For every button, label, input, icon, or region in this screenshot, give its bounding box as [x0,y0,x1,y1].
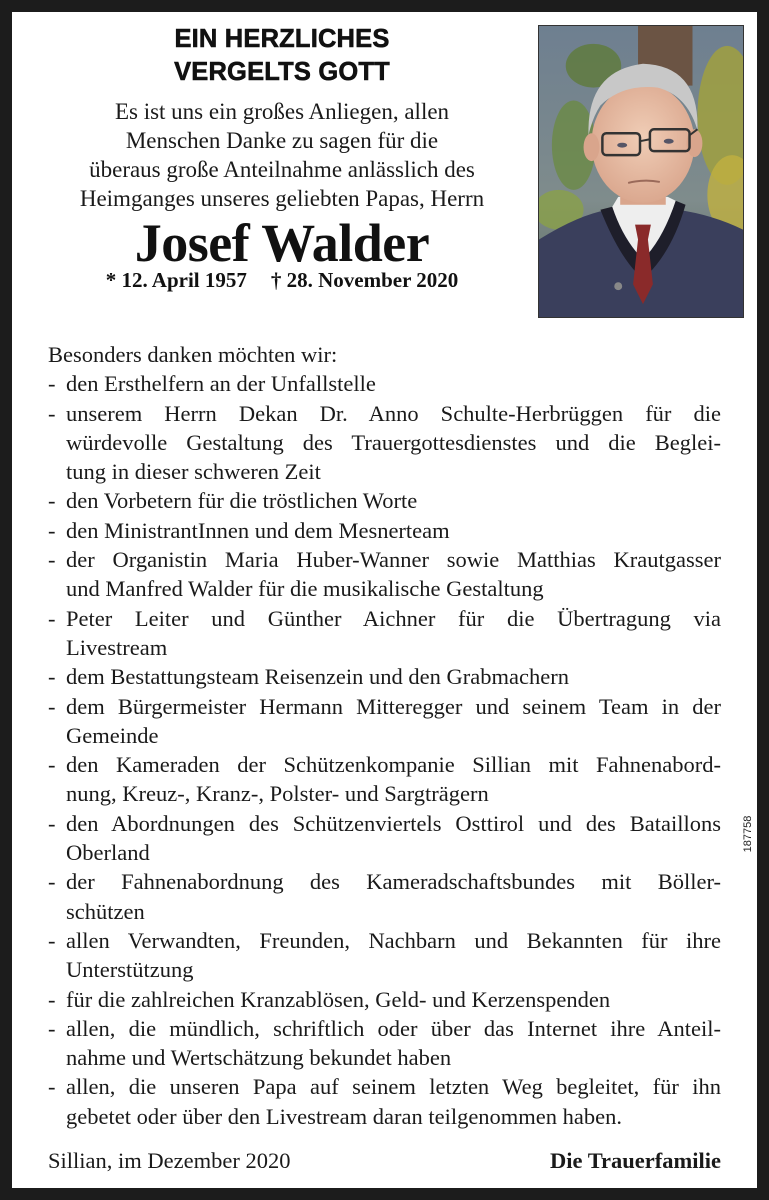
item-line: den Vorbetern für die tröstlichen Worte [66,488,418,514]
portrait-photo [538,25,744,318]
item-line: und Manfred Walder für die musikalische Gestaltung [66,576,544,602]
item-line: allen Verwandten, Freunden, Nachbarn und Bekannten für ihre [66,927,721,953]
bullet-dash: - [48,400,56,426]
life-dates [32,268,532,292]
list-item [48,399,721,487]
reference-number: 187758 [742,815,754,853]
item-line: Unterstützung [66,957,194,983]
item-line: der Organistin Maria Huber-Wanner sowie Matthias Krautgasser [66,547,721,573]
item-line: den MinistrantInnen und dem Mesnerteam [66,517,450,543]
list-item [48,692,721,751]
item-line: allen, die mündlich, schriftlich oder über das Internet ihre Anteil- [66,1015,721,1041]
list-item [48,486,721,515]
item-line: Peter Leiter und Günther Aichner für die Übertragung via [66,605,721,631]
birth-date: * 12. April 1957 [105,268,247,292]
bullet-dash: - [48,371,56,397]
list-item [48,545,721,604]
item-line: Livestream [66,634,168,660]
item-line: dem Bürgermeister Hermann Mitteregger und seinem Team in der [66,693,721,719]
item-line: nung, Kreuz-, Kranz-, Polster- und Sargträgern [66,781,489,807]
thanks-section [48,340,721,1131]
heading-line-1: EIN HERZLICHES [174,23,390,53]
bullet-dash: - [48,1074,56,1100]
item-line: tung in dieser schweren Zeit [66,459,321,485]
item-line: würdevolle Gestaltung des Trauergottesdienstes und die Beglei- [66,429,721,455]
signature: Die Trauerfamilie [550,1148,721,1173]
bullet-dash: - [48,664,56,690]
place-date: Sillian, im Dezember 2020 [48,1148,291,1173]
list-item [48,926,721,985]
item-line: gebetet oder über den Livestream daran teilgenommen haben. [66,1103,623,1129]
list-item [48,985,721,1014]
portrait-image [539,26,743,317]
item-line: den Ersthelfern an der Unfallstelle [66,371,376,397]
list-item [48,867,721,926]
bullet-dash: - [48,693,56,719]
bullet-dash: - [48,605,56,631]
thanks-heading [37,22,527,88]
item-line: der Fahnenabordnung des Kameradschaftsbundes mit Böller- [66,869,721,895]
bullet-dash: - [48,869,56,895]
bullet-dash: - [48,517,56,543]
list-item [48,1072,721,1131]
obituary-notice [12,12,757,1188]
list-item [48,1014,721,1073]
bullet-dash: - [48,547,56,573]
list-item [48,750,721,809]
intro-line: überaus große Anteilnahme anlässlich des [89,157,475,182]
item-line: nahme und Wertschätzung bekundet haben [66,1045,452,1071]
thanks-list [48,369,721,1131]
list-item [48,369,721,398]
list-item [48,809,721,868]
item-line: schützen [66,898,145,924]
item-line: allen, die unseren Papa auf seinem letzten Weg begleitet, für ihn [66,1074,721,1100]
bullet-dash: - [48,810,56,836]
footer [48,1146,721,1175]
intro-paragraph [32,97,532,213]
item-line: Gemeinde [66,722,159,748]
bullet-dash: - [48,752,56,778]
intro-line: Menschen Danke zu sagen für die [125,128,439,153]
header-block [32,22,532,292]
item-line: den Abordnungen des Schützenviertels Osttirol und des Bataillons [66,810,721,836]
intro-line: Es ist uns ein großes Anliegen, allen [114,99,450,124]
bullet-dash: - [48,1015,56,1041]
list-item [48,604,721,663]
intro-line: Heimganges unseres geliebten Papas, Herrn [79,186,485,211]
thanks-intro: Besonders danken möchten wir: [48,342,338,367]
item-line: unserem Herrn Dekan Dr. Anno Schulte-Herbrüggen für die [66,400,721,426]
item-line: für die zahlreichen Kranzablösen, Geld- und Kerzenspenden [66,986,611,1012]
item-line: den Kameraden der Schützenkompanie Sillian mit Fahnenabord- [66,752,721,778]
bullet-dash: - [48,927,56,953]
list-item [48,662,721,691]
death-date: † 28. November 2020 [270,268,459,292]
bullet-dash: - [48,488,56,514]
bullet-dash: - [48,986,56,1012]
list-item [48,516,721,545]
deceased-name: Josef Walder [134,213,430,273]
heading-line-2: VERGELTS GOTT [174,56,390,86]
item-line: dem Bestattungsteam Reisenzein und den Grabmachern [66,664,569,690]
item-line: Oberland [66,840,150,866]
